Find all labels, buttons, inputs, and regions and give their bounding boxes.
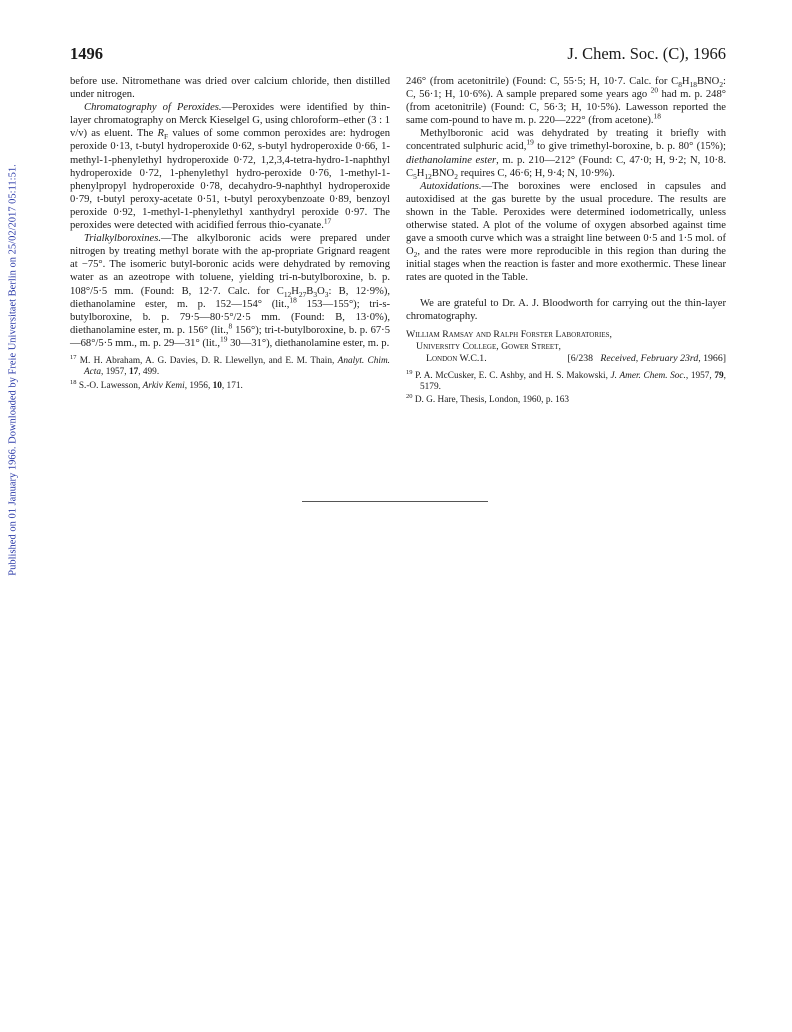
left-column bbox=[70, 75, 390, 392]
paragraph-trialkylboroxines: Trialkylboroxines.—The alkylboronic acids were prepared under nitrogen by treating methyl borate with the ap-propriate Grignard reagent at −75°. The isomeric butyl-boronic acids were dehydrated by removing water as an azeotrope with toluene, yielding tri-n-butylboroxine, b. p. 108°/5·5 mm. (Found: B, 12·7. Calc. for $C_{12}H_{27}B_3O_3$: B, 12·9%), diethanolamine ester, m. p. 152—154° (lit.,$^{18}$ 153—155°); tri-s-butylboroxine, b. p. 79·5—80·5°/2·5 mm. (Found: B, 13·0%), diethanolamine ester, m. p. 156° (lit.,$^8$ 156°); tri-t-butylboroxine, b. p. 67·5—68°/5·5 mm., m. p. 29—31° (lit.,$^{19}$ 30—31°), diethanolamine ester, m. p. bbox=[70, 233, 390, 349]
page-number: 1496 bbox=[70, 44, 103, 63]
section-heading-chromatography: Chromatography of Peroxides. bbox=[84, 102, 222, 114]
footnote-19: $^{19}$ P. A. McCusker, E. C. Ashby, and H. S. Makowski, J. Amer. Chem. Soc., 1957, 79, 5179. bbox=[406, 368, 726, 392]
end-rule-divider bbox=[302, 501, 488, 502]
received-date: [6/238 Received, February 23rd, 1966] bbox=[567, 352, 726, 364]
footnote-20: $^{20}$ D. G. Hare, Thesis, London, 1960, p. 163 bbox=[406, 393, 570, 406]
affiliation-line-2: University College, Gower Street, bbox=[416, 340, 561, 352]
section-heading-autoxidations: Autoxidations. bbox=[420, 180, 482, 192]
paragraph-methylboronic-acid: Methylboronic acid was dehydrated by treating it briefly with concentrated sulphuric acid,$^{19}$ to give trimethyl-boroxine, b. p. 80° (15%); diethanolamine ester, m. p. 210—212° (Found: C, 47·0; H, 9·2; N, 10·8. $C_5H_{12}BNO_2$ requires C, 46·6; H, 9·4; N, 10·9%). bbox=[406, 128, 726, 181]
paragraph-diethanolamine-ester: 246° (from acetonitrile) (Found: C, 55·5; H, 10·7. Calc. for $C_8H_{18}BNO_2$: C, 56·1; H, 10·6%). A sample prepared some years ago $^{20}$ had m. p. 248° (from acetonitrile) (Found: C, 56·3; H, 10·5%). Lawesson reported the same com-pound to have m. p. 220—222° (from acetone).$^{18}$ bbox=[406, 76, 726, 127]
section-heading-trialkylboroxines: Trialkylboroxines. bbox=[84, 233, 161, 245]
paragraph-chromatography: Chromatography of Peroxides.—Peroxides were identified by thin-layer chromatography on Merck Kieselgel G, using chloroform–ether (3 : 1 v/v) as eluent. The $R_F$ values of some common peroxides are: hydrogen peroxide 0·13, t-butyl hydroperoxide 0·62, s-butyl hydroperoxide 0·66, 1-methyl-1-phenylethyl hydroperoxide 0·72, 1,2,3,4-tetra-hydro-1-naphthyl hydroperoxide 0·72, 1-phenylethyl hydro-peroxide 0·76, 1-methyl-1-phenylpropyl hydroperoxide 0·78, decahydro-9-naphthyl hydroperoxide 0·79, t-butyl peroxy-acetate 0·51, t-butyl peroxybenzoate 0·89, benzoyl peroxide 0·92, 1-methyl-1-phenylethyl xanthydryl peroxide 0·97. The peroxides were detected with acidified ferrous thio-cyanate.$^{17}$ bbox=[70, 102, 391, 232]
journal-title: J. Chem. Soc. (C), 1966 bbox=[567, 44, 726, 63]
footnote-17: $^{17}$ M. H. Abraham, A. G. Davies, D. R. Llewellyn, and E. M. Thain, Analyt. Chim. Acta, 1957, 17, 499. bbox=[70, 353, 391, 378]
affiliation-line-3: London W.C.1. [6/238 Received, February 23rd, 1966] bbox=[426, 352, 726, 364]
publication-side-stamp bbox=[2, 120, 24, 620]
reference-17: 17 bbox=[323, 216, 332, 226]
affiliation-line-1: William Ramsay and Ralph Forster Laboratories, bbox=[406, 328, 612, 340]
page-header bbox=[70, 44, 726, 68]
footnote-18: $^{18}$ S.-O. Lawesson, Arkiv Kemi, 1956, 10, 171. bbox=[70, 378, 243, 391]
affiliation-block bbox=[406, 329, 726, 365]
paragraph-nitromethane: before use. Nitromethane was dried over calcium chloride, then distilled under nitrogen. bbox=[70, 76, 390, 101]
right-column bbox=[406, 75, 726, 407]
acknowledgement: We are grateful to Dr. A. J. Bloodworth for carrying out the thin-layer chromatography. bbox=[406, 297, 726, 322]
paragraph-autoxidations: Autoxidations.—The boroxines were enclosed in capsules and autoxidised at the gas burette by the usual procedure. The results are shown in the Table. Peroxides were determined iodometrically, unless otherwise stated. A plot of the volume of oxygen absorbed against time gave a smooth curve which was a straight line between 0·5 and 1·5 mol. of $O_2$, and the rates were more reproducible in this region than during the initial stages when the reaction is faster and more exothermic. These linear rates are quoted in the Table. bbox=[406, 180, 726, 284]
publication-stamp-text: Published on 01 January 1966. Downloaded by Freie Universitaet Berlin on 25/02/2017 05:11:51. bbox=[7, 164, 19, 576]
